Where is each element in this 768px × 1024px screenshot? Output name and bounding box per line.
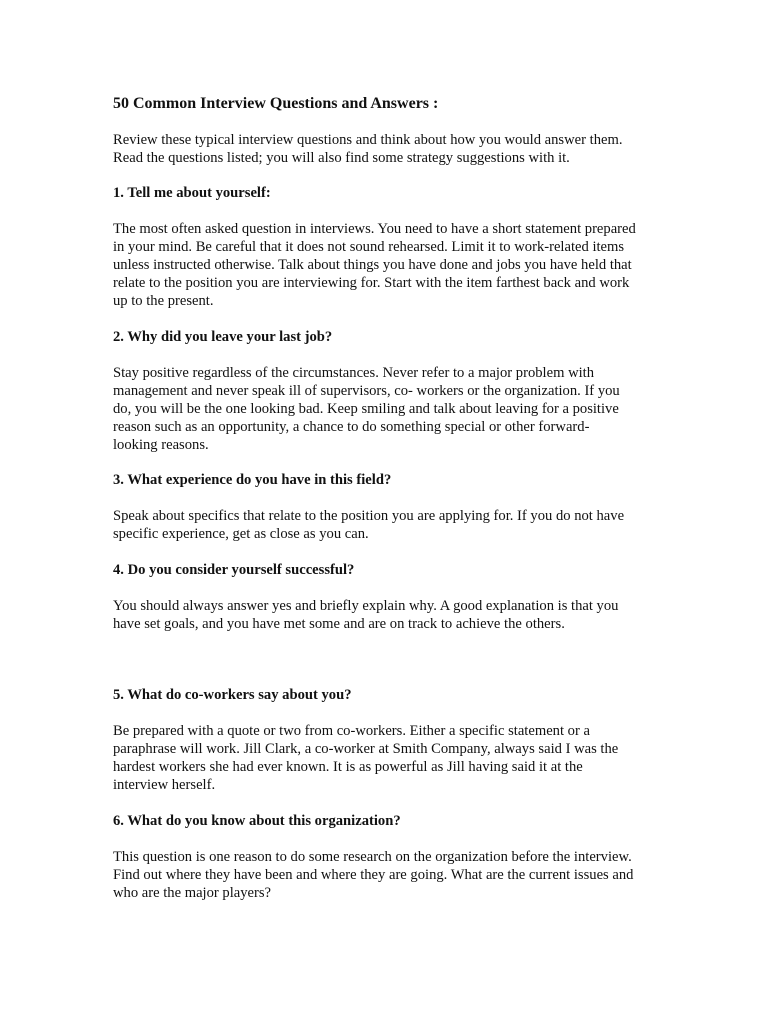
answer-line: This question is one reason to do some research on the organization before the interview. bbox=[113, 849, 632, 865]
document-title: 50 Common Interview Questions and Answers : bbox=[113, 95, 439, 112]
answer-line: have set goals, and you have met some and are on track to achieve the others. bbox=[113, 616, 565, 632]
answer-paragraph-3 bbox=[113, 507, 624, 543]
answer-line: unless instructed otherwise. Talk about things you have done and jobs you have held that bbox=[113, 257, 632, 273]
answer-line: The most often asked question in interviews. You need to have a short statement prepared bbox=[113, 221, 636, 237]
intro-line: Read the questions listed; you will also find some strategy suggestions with it. bbox=[113, 150, 570, 166]
answer-line: relate to the position you are interviewing for. Start with the item farthest back and work bbox=[113, 275, 630, 291]
answer-line: do, you will be the one looking bad. Keep smiling and talk about leaving for a positive bbox=[113, 401, 619, 417]
answer-line: looking reasons. bbox=[113, 437, 209, 453]
answer-line: Find out where they have been and where they are going. What are the current issues and bbox=[113, 867, 634, 883]
answer-line: up to the present. bbox=[113, 293, 214, 309]
answer-paragraph-4 bbox=[113, 597, 618, 633]
intro-paragraph bbox=[113, 131, 622, 167]
answer-line: management and never speak ill of supervisors, co- workers or the organization. If you bbox=[113, 383, 620, 399]
answer-line: paraphrase will work. Jill Clark, a co-worker at Smith Company, always said I was the bbox=[113, 741, 619, 757]
answer-line: Speak about specifics that relate to the position you are applying for. If you do not have bbox=[113, 508, 625, 524]
answer-line: who are the major players? bbox=[113, 885, 272, 901]
answer-line: specific experience, get as close as you can. bbox=[113, 526, 369, 542]
answer-line: reason such as an opportunity, a chance to do something special or other forward- bbox=[113, 419, 590, 435]
answer-line: Be prepared with a quote or two from co-workers. Either a specific statement or a bbox=[113, 723, 590, 739]
question-heading-6: 6. What do you know about this organization? bbox=[113, 813, 401, 829]
intro-line: Review these typical interview questions and think about how you would answer them. bbox=[113, 132, 623, 148]
answer-line: in your mind. Be careful that it does not sound rehearsed. Limit it to work-related items bbox=[113, 239, 625, 255]
question-heading-5: 5. What do co-workers say about you? bbox=[113, 687, 352, 703]
question-heading-2: 2. Why did you leave your last job? bbox=[113, 329, 333, 345]
question-heading-3: 3. What experience do you have in this field? bbox=[113, 472, 392, 488]
answer-line: You should always answer yes and briefly explain why. A good explanation is that you bbox=[113, 598, 619, 614]
answer-line: interview herself. bbox=[113, 777, 216, 793]
answer-paragraph-2 bbox=[113, 364, 620, 454]
answer-line: hardest workers she had ever known. It is as powerful as Jill having said it at the bbox=[113, 759, 583, 775]
answer-paragraph-6 bbox=[113, 848, 633, 902]
answer-paragraph-1 bbox=[113, 220, 636, 310]
question-heading-1: 1. Tell me about yourself: bbox=[113, 185, 271, 201]
document-page bbox=[113, 0, 673, 1024]
answer-paragraph-5 bbox=[113, 722, 618, 794]
answer-line: Stay positive regardless of the circumstances. Never refer to a major problem with bbox=[113, 365, 595, 381]
question-heading-4: 4. Do you consider yourself successful? bbox=[113, 562, 355, 578]
